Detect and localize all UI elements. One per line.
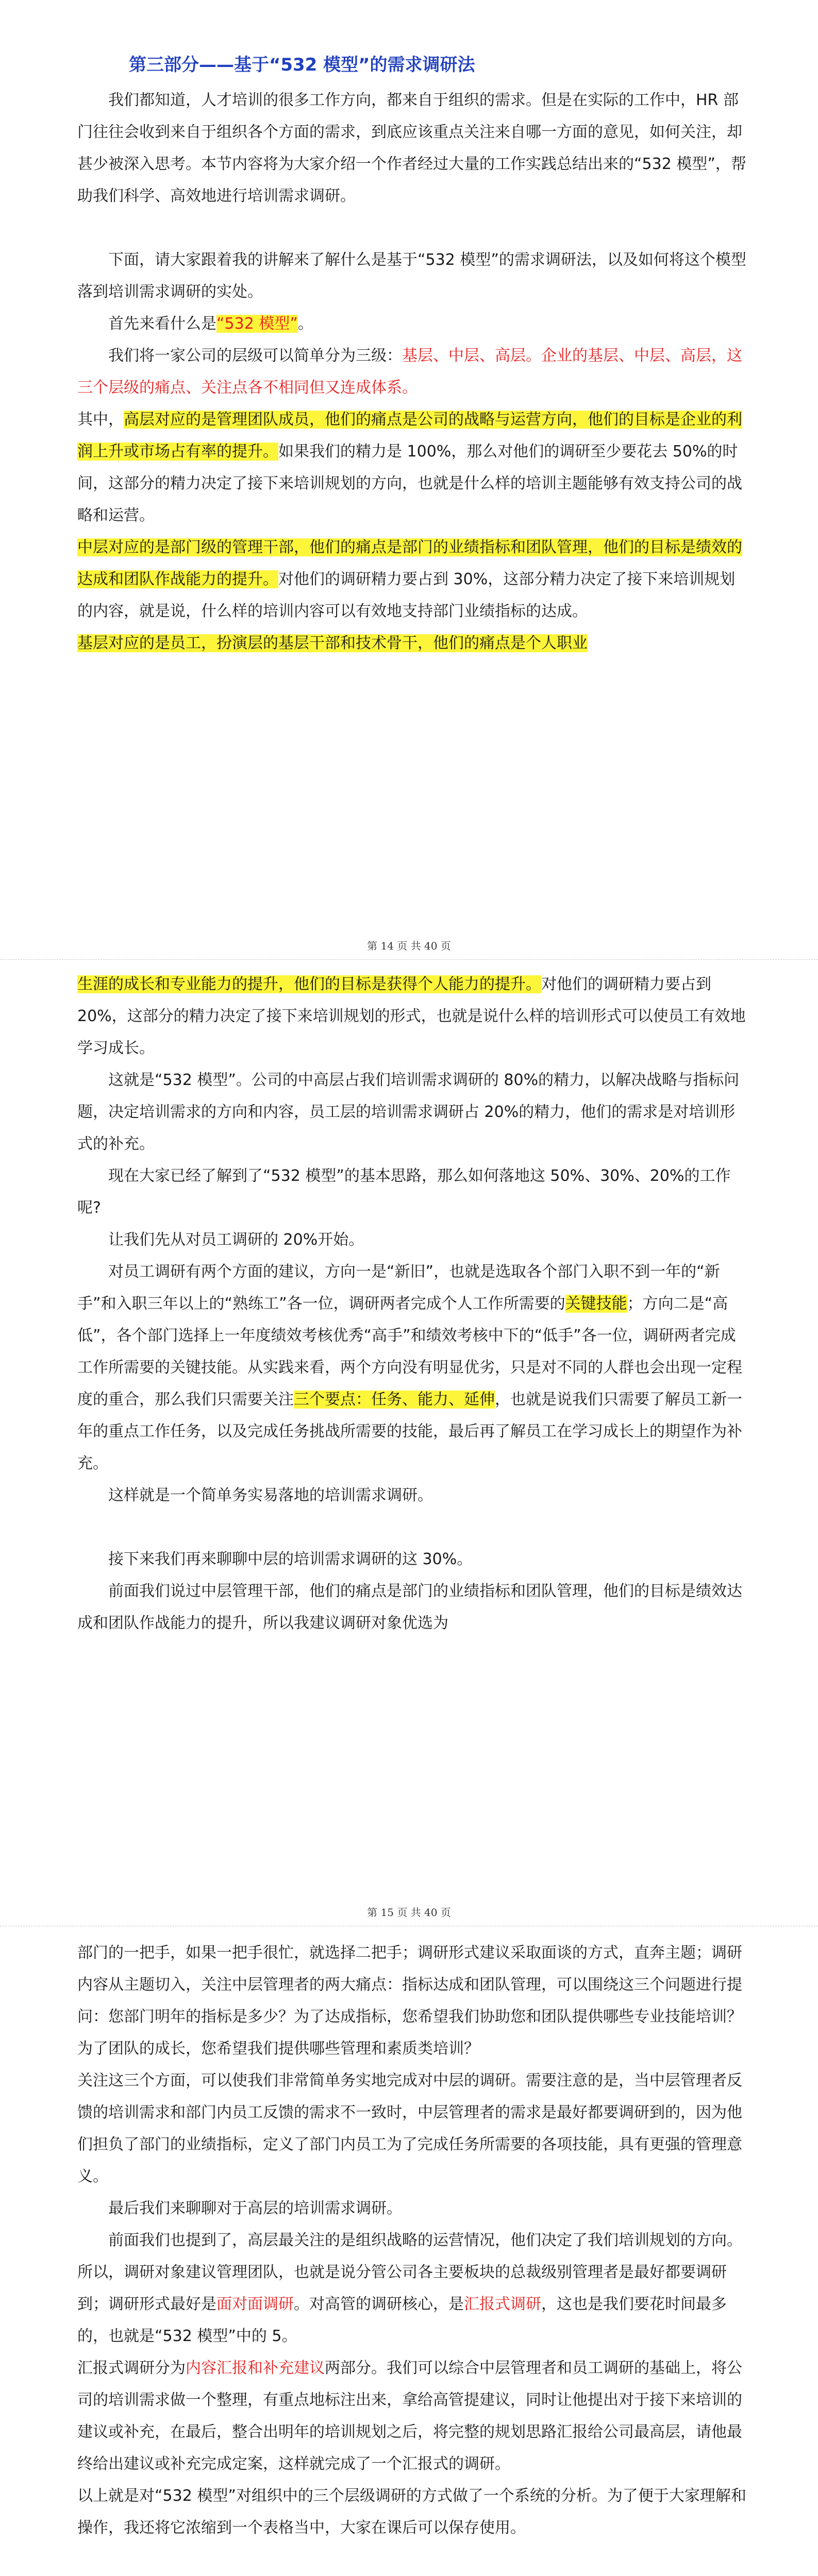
paragraph: 其中，高层对应的是管理团队成员，他们的痛点是公司的战略与运营方向，他们的目标是企业的利润上升或市场占有率的提升。如果我们的精力是 100%，那么对他们的调研至少要花去 50%的时间，这部分的精力决定了接下来培训规划的方向，也就是什么样的培训主题能够有效支持公司的战略和运营。 (77, 411, 742, 524)
paragraph: 生涯的成长和专业能力的提升，他们的目标是获得个人能力的提升。对他们的调研精力要占到 20%，这部分的精力决定了接下来培训规划的形式，也就是说什么样的培训形式可以使员工有效地学习成长。 (77, 975, 746, 1057)
page-14 (77, 49, 750, 659)
paragraph: 下面，请大家跟着我的讲解来了解什么是基于“532 模型”的需求调研法，以及如何将这个模型落到培训需求调研的实处。 (77, 251, 746, 301)
page-16 (77, 1937, 750, 2544)
paragraph: 这样就是一个简单务实易落地的培训需求调研。 (108, 1486, 433, 1504)
paragraph: 中层对应的是部门级的管理干部，他们的痛点是部门的业绩指标和团队管理，他们的目标是绩效的达成和团队作战能力的提升。对他们的调研精力要占到 30%，这部分精力决定了接下来培训规划的内容，就是说，什么样的培训内容可以有效地支持部门业绩指标的达成。 (77, 538, 742, 620)
page-15 (77, 969, 750, 1639)
page-footer: 第 14 页 共 40 页 (367, 940, 451, 952)
paragraph: 关注这三个方面，可以使我们非常简单务实地完成对中层的调研。需要注意的是，当中层管理者反馈的培训需求和部门内员工反馈的需求不一致时，中层管理者的需求是最好都要调研到的，因为他们担负了部门的业绩指标，定义了部门内员工为了完成任务所需要的各项技能，具有更强的管理意义。 (77, 2072, 742, 2185)
paragraph: 最后我们来聊聊对于高层的培训需求调研。 (108, 2199, 402, 2217)
paragraph: 汇报式调研分为内容汇报和补充建议两部分。我们可以综合中层管理者和员工调研的基础上，将公司的培训需求做一个整理，有重点地标注出来，拿给高管提建议，同时让他提出对于接下来培训的建议或补充，在最后，整合出明年的培训规划之后，将完整的规划思路汇报给公司最高层，请他最终给出建议或补充完成定案，这样就完成了一个汇报式的调研。 (77, 2359, 742, 2473)
paragraph: 首先来看什么是“532 模型”。 (108, 315, 313, 333)
paragraph: 这就是“532 模型”。公司的中高层占我们培训需求调研的 80%的精力，以解决战略与指标问题，决定培训需求的方向和内容，员工层的培训需求调研占 20%的精力，他们的需求是对培训形式的补充。 (77, 1071, 740, 1153)
paragraph: 对员工调研有两个方面的建议，方向一是“新旧”，也就是选取各个部门入职不到一年的“新手”和入职三年以上的“熟练工”各一位，调研两者完成个人工作所需要的关键技能；方向二是“高低”，各个部门选择上一年度绩效考核优秀“高手”和绩效考核中下的“低手”各一位，调研两者完成工作所需要的关键技能。从实践来看，两个方向没有明显优劣，只是对不同的人群也会出现一定程度的重合，那么我们只需要关注三个要点：任务、能力、延伸，也就是说我们只需要了解员工新一年的重点工作任务，以及完成任务挑战所需要的技能，最后再了解员工在学习成长上的期望作为补充。 (77, 1263, 742, 1472)
paragraph: 我们都知道，人才培训的很多工作方向，都来自于组织的需求。但是在实际的工作中，HR 部门往往会收到来自于组织各个方面的需求，到底应该重点关注来自哪一方面的意见，如何关注，却甚少被深入思考。本节内容将为大家介绍一个作者经过大量的工作实践总结出来的“532 模型”，帮助我们科学、高效地进行培训需求调研。 (77, 91, 746, 205)
paragraph: 以上就是对“532 模型”对组织中的三个层级调研的方式做了一个系统的分析。为了便于大家理解和操作，我还将它浓缩到一个表格当中，大家在课后可以保存使用。 (77, 2487, 746, 2537)
paragraph: 部门的一把手，如果一把手很忙，就选择二把手；调研形式建议采取面谈的方式，直奔主题；调研内容从主题切入，关注中层管理者的两大痛点：指标达成和团队管理，可以围绕这三个问题进行提问：您部门明年的指标是多少？为了达成指标，您希望我们协助您和团队提供哪些专业技能培训？为了团队的成长，您希望我们提供哪些管理和素质类培训？ (77, 1944, 742, 2058)
paragraph: 接下来我们再来聊聊中层的培训需求调研的这 30%。 (108, 1550, 473, 1568)
section-title: 第三部分——基于“532 模型”的需求调研法 (129, 55, 475, 75)
paragraph: 我们将一家公司的层级可以简单分为三级：基层、中层、高层。企业的基层、中层、高层，这三个层级的痛点、关注点各不相同但又连成体系。 (77, 347, 742, 397)
paragraph: 现在大家已经了解到了“532 模型”的基本思路，那么如何落地这 50%、30%、20%的工作呢? (77, 1167, 731, 1217)
page-footer: 第 15 页 共 40 页 (367, 1906, 451, 1919)
paragraph: 前面我们也提到了，高层最关注的是组织战略的运营情况，他们决定了我们培训规划的方向。所以，调研对象建议管理团队，也就是说分管公司各主要板块的总裁级别管理者是最好都要调研到；调研形式最好是面对面调研。对高管的调研核心，是汇报式调研，这也是我们要花时间最多的，也就是“532 模型”中的 5。 (77, 2231, 742, 2345)
paragraph: 基层对应的是员工，扮演层的基层干部和技术骨干，他们的痛点是个人职业 (77, 634, 588, 652)
paragraph: 前面我们说过中层管理干部，他们的痛点是部门的业绩指标和团队管理，他们的目标是绩效达成和团队作战能力的提升，所以我建议调研对象优选为 (77, 1582, 742, 1632)
paragraph: 让我们先从对员工调研的 20%开始。 (108, 1231, 364, 1249)
page-divider (0, 959, 818, 960)
